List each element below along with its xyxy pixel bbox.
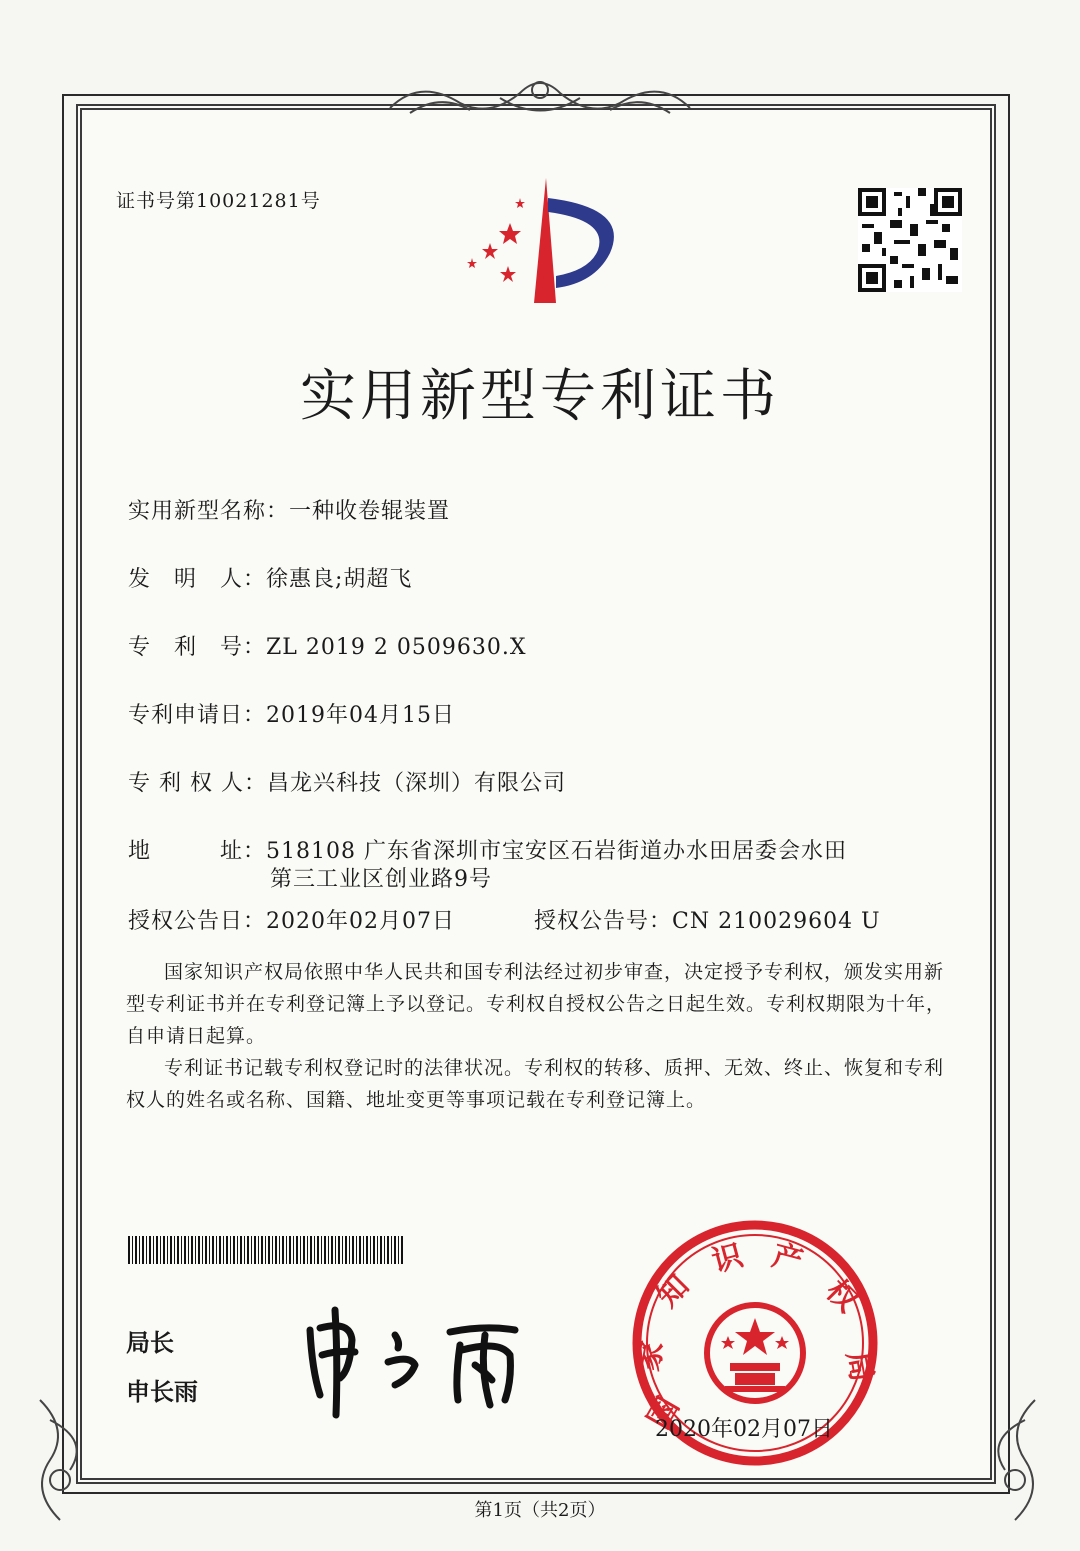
utility-model-name-label: 实用新型名称： (128, 499, 290, 524)
address-line-2: 第三工业区创业路9号 (270, 867, 492, 892)
page-number: 第1页（共2页） (474, 1500, 606, 1521)
certificate-number: 证书号第10021281号 (116, 190, 321, 212)
patentee-label: 专 利 权 人： (128, 771, 267, 796)
field-utility-model-name (128, 494, 450, 525)
grant-number-label: 授权公告号： (534, 909, 673, 934)
svg-text:国: 国 (641, 1391, 687, 1435)
utility-model-name-value: 一种收卷辊装置 (289, 499, 451, 524)
inventor-value: 徐惠良;胡超飞 (266, 567, 413, 592)
director-signature (300, 1300, 540, 1420)
filing-date-label: 专利申请日： (128, 703, 267, 728)
filing-date-value: 2019年04月15日 (266, 703, 455, 728)
field-address (128, 834, 847, 865)
address-line-1: 518108 广东省深圳市宝安区石岩街道办水田居委会水田 (266, 839, 847, 864)
grant-date-label: 授权公告日： (128, 909, 267, 934)
svg-text:产: 产 (768, 1238, 807, 1280)
grant-date-value: 2020年02月07日 (266, 909, 455, 934)
svg-text:知: 知 (650, 1268, 697, 1315)
svg-text:局: 局 (839, 1348, 880, 1385)
grant-number-value: CN 210029604 U (672, 909, 881, 934)
top-ornament (380, 68, 700, 128)
director-name: 申长雨 (126, 1378, 198, 1406)
grant-statement-paragraph: 国家知识产权局依照中华人民共和国专利法经过初步审查，决定授予专利权，颁发实用新型专利证书并在专利登记簿上予以登记。专利权自授权公告之日起生效。专利权期限为十年，自申请日起算。 (126, 961, 947, 1047)
legal-status-paragraph: 专利证书记载专利权登记时的法律状况。专利权的转移、质押、无效、终止、恢复和专利权人的姓名或名称、国籍、地址变更等事项记载在专利登记簿上。 (126, 1057, 945, 1111)
field-patentee (128, 766, 566, 797)
field-grant-date (128, 904, 455, 935)
patent-number-label: 专 利 号： (128, 635, 267, 660)
svg-text:权: 权 (818, 1273, 865, 1320)
address-label: 地 址： (128, 839, 267, 864)
svg-text:家: 家 (630, 1338, 671, 1375)
qr-code (858, 188, 962, 292)
field-grant-number (534, 904, 881, 935)
barcode (128, 1236, 404, 1264)
patent-number-value: ZL 2019 2 0509630.X (266, 635, 527, 660)
director-title: 局长 (126, 1329, 174, 1357)
field-patent-number (128, 630, 527, 661)
patent-office-logo (460, 178, 630, 308)
field-inventor (128, 562, 412, 593)
certificate-title: 实用新型专利证书 (300, 364, 780, 429)
inventor-label: 发 明 人： (128, 567, 267, 592)
field-filing-date (128, 698, 455, 729)
seal-date: 2020年02月07日 (655, 1417, 833, 1442)
patentee-value: 昌龙兴科技（深圳）有限公司 (266, 771, 566, 796)
svg-text:识: 识 (708, 1238, 747, 1280)
